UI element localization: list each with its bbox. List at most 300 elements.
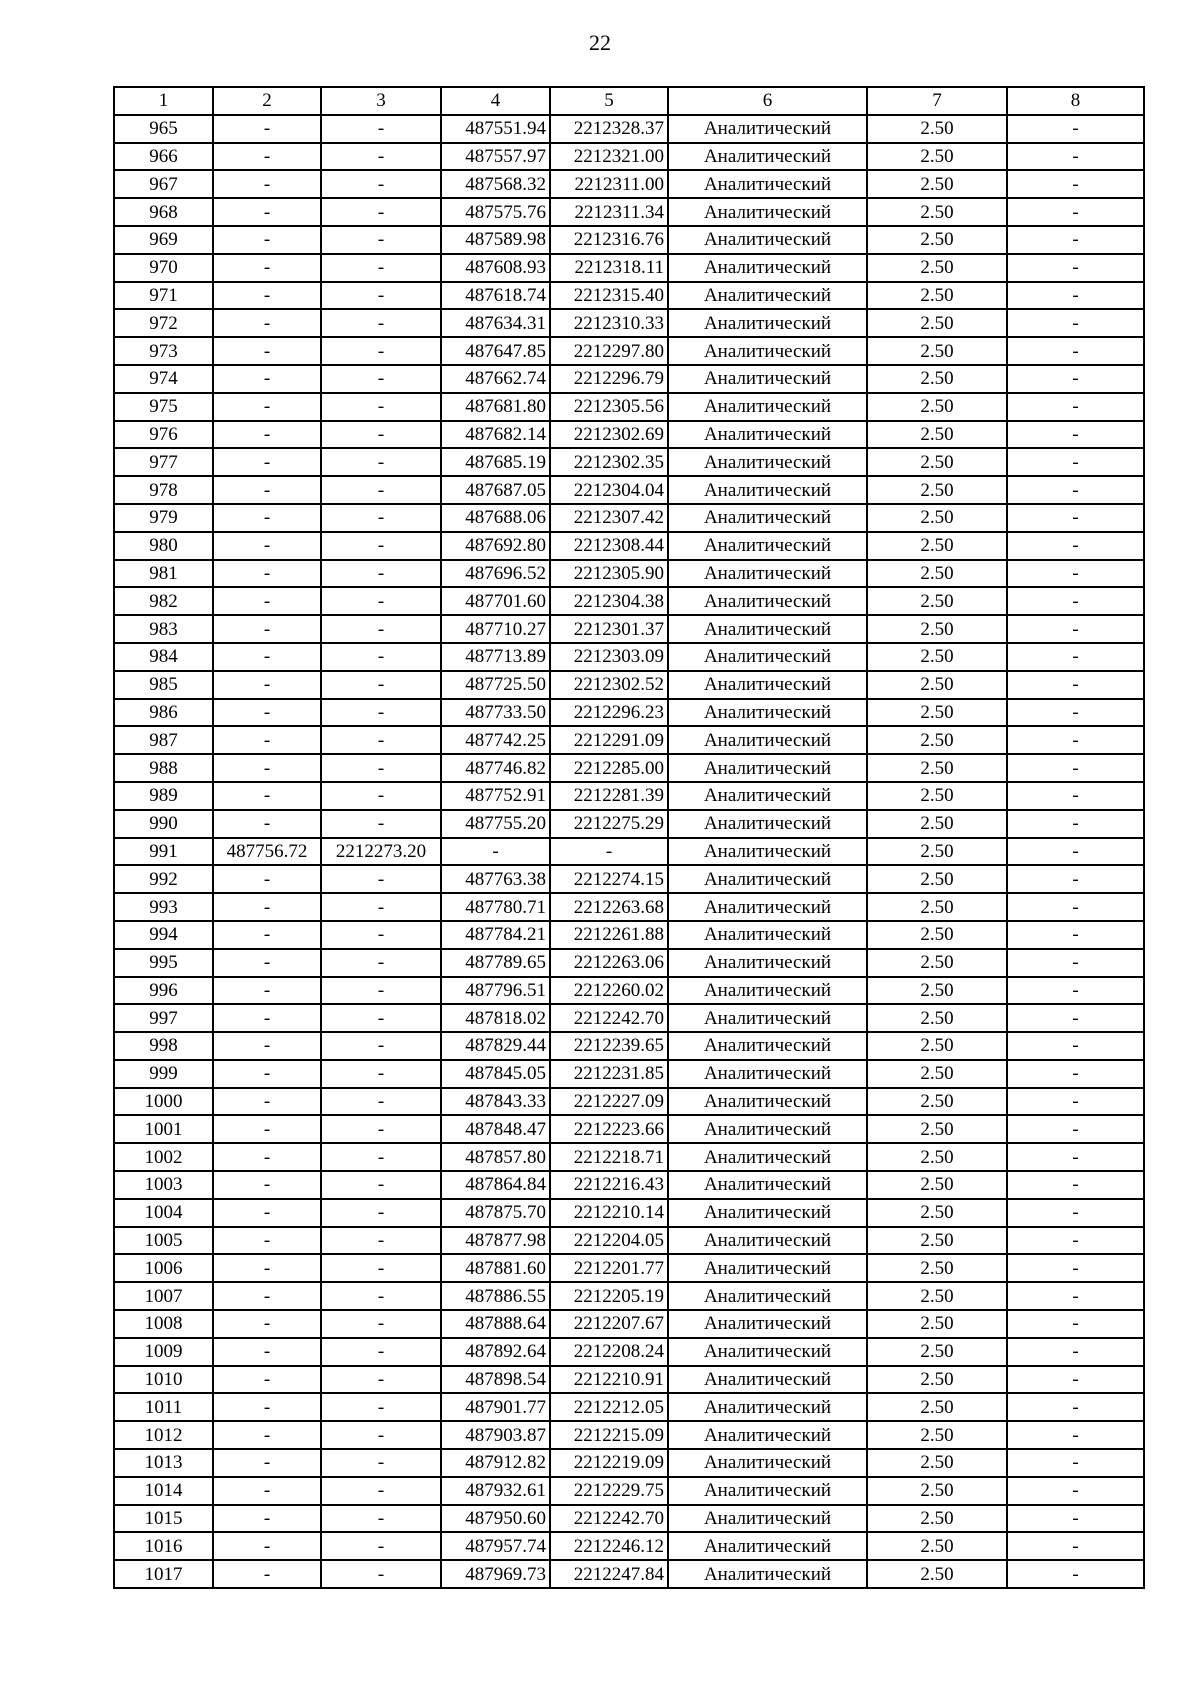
table-cell: 2212219.09 [550, 1449, 668, 1477]
table-cell: 2212302.69 [550, 421, 668, 449]
table-cell: 1007 [114, 1282, 213, 1310]
table-cell: 2.50 [867, 504, 1007, 532]
table-cell: - [321, 1115, 441, 1143]
table-cell: - [321, 365, 441, 393]
table-cell: 2212263.06 [550, 949, 668, 977]
table-cell: - [1007, 1421, 1144, 1449]
table-cell: 2.50 [867, 1004, 1007, 1032]
table-cell: 995 [114, 949, 213, 977]
table-cell: 2212207.67 [550, 1310, 668, 1338]
table-cell: - [213, 254, 321, 282]
table-row [114, 1254, 1144, 1282]
table-row [114, 476, 1144, 504]
table-cell: Аналитический [668, 115, 867, 143]
table-cell: - [1007, 532, 1144, 560]
column-header: 2 [213, 87, 321, 115]
page-number: 22 [589, 30, 611, 55]
table-cell: Аналитический [668, 476, 867, 504]
table-cell: - [1007, 1060, 1144, 1088]
table-cell: - [550, 838, 668, 866]
table-cell: 487618.74 [441, 282, 550, 310]
table-cell: - [213, 393, 321, 421]
table-cell: 1015 [114, 1505, 213, 1533]
table-cell: 2212304.38 [550, 587, 668, 615]
table-cell: - [213, 921, 321, 949]
table-cell: 2.50 [867, 254, 1007, 282]
table-cell: - [1007, 309, 1144, 337]
table-cell: 2212316.76 [550, 226, 668, 254]
table-cell: - [1007, 170, 1144, 198]
table-cell: - [213, 198, 321, 226]
table-cell: - [213, 1115, 321, 1143]
table-cell: 2.50 [867, 1199, 1007, 1227]
table-cell: 965 [114, 115, 213, 143]
table-cell: - [321, 1449, 441, 1477]
table-cell: 2.50 [867, 282, 1007, 310]
table-cell: 2212296.79 [550, 365, 668, 393]
table-cell: 2.50 [867, 977, 1007, 1005]
table-cell: - [213, 949, 321, 977]
table-cell: - [1007, 699, 1144, 727]
table-cell: Аналитический [668, 1477, 867, 1505]
table-cell: - [1007, 393, 1144, 421]
table-cell: - [1007, 337, 1144, 365]
table-cell: - [321, 1282, 441, 1310]
table-cell: - [1007, 1366, 1144, 1394]
table-cell: - [213, 1338, 321, 1366]
table-cell: - [321, 254, 441, 282]
table-cell: 2212301.37 [550, 615, 668, 643]
table-cell: 487742.25 [441, 726, 550, 754]
table-cell: 2.50 [867, 1505, 1007, 1533]
table-header-row [114, 87, 1144, 115]
table-cell: - [213, 1393, 321, 1421]
table-cell: 994 [114, 921, 213, 949]
table-cell: - [321, 1366, 441, 1394]
table-cell: 2.50 [867, 1421, 1007, 1449]
table-cell: 487755.20 [441, 810, 550, 838]
table-cell: 2.50 [867, 726, 1007, 754]
table-cell: - [321, 1505, 441, 1533]
table-cell: Аналитический [668, 1254, 867, 1282]
table-cell: 487746.82 [441, 754, 550, 782]
table-cell: 2212275.29 [550, 810, 668, 838]
table-cell: Аналитический [668, 699, 867, 727]
table-cell: - [1007, 726, 1144, 754]
table-cell: 987 [114, 726, 213, 754]
table-cell: 2212208.24 [550, 1338, 668, 1366]
table-row [114, 365, 1144, 393]
table-cell: 984 [114, 643, 213, 671]
table-row [114, 1366, 1144, 1394]
table-cell: 2212229.75 [550, 1477, 668, 1505]
table-cell: 487848.47 [441, 1115, 550, 1143]
table-cell: - [321, 754, 441, 782]
table-cell: Аналитический [668, 282, 867, 310]
table-cell: - [1007, 476, 1144, 504]
table-cell: 2.50 [867, 587, 1007, 615]
table-cell: 2.50 [867, 1171, 1007, 1199]
table-cell: 2.50 [867, 643, 1007, 671]
table-cell: Аналитический [668, 532, 867, 560]
table-cell: Аналитический [668, 1171, 867, 1199]
table-cell: 2.50 [867, 1032, 1007, 1060]
table-cell: - [321, 1532, 441, 1560]
table-row [114, 143, 1144, 171]
table-cell: 2.50 [867, 170, 1007, 198]
table-cell: 1008 [114, 1310, 213, 1338]
table-cell: - [213, 1449, 321, 1477]
table-cell: - [1007, 810, 1144, 838]
table-cell: 2212263.68 [550, 893, 668, 921]
table-cell: - [1007, 421, 1144, 449]
table-row [114, 838, 1144, 866]
table-cell: - [321, 532, 441, 560]
table-cell: 2212247.84 [550, 1560, 668, 1588]
table-cell: - [1007, 838, 1144, 866]
table-cell: - [1007, 254, 1144, 282]
table-cell: Аналитический [668, 1421, 867, 1449]
table-cell: Аналитический [668, 949, 867, 977]
table-cell: - [321, 1060, 441, 1088]
table-cell: 487950.60 [441, 1505, 550, 1533]
table-cell: 1009 [114, 1338, 213, 1366]
table-cell: 988 [114, 754, 213, 782]
table-cell: - [321, 1004, 441, 1032]
table-cell: Аналитический [668, 1393, 867, 1421]
table-cell: - [321, 949, 441, 977]
table-cell: 487829.44 [441, 1032, 550, 1060]
table-cell: Аналитический [668, 1449, 867, 1477]
table-cell: Аналитический [668, 254, 867, 282]
table-cell: 487696.52 [441, 560, 550, 588]
table-cell: - [213, 1143, 321, 1171]
table-cell: Аналитический [668, 1227, 867, 1255]
table-cell: 2212223.66 [550, 1115, 668, 1143]
table-cell: Аналитический [668, 1366, 867, 1394]
table-row [114, 782, 1144, 810]
table-cell: 487752.91 [441, 782, 550, 810]
table-cell: - [1007, 1254, 1144, 1282]
table-cell: Аналитический [668, 1115, 867, 1143]
table-cell: 487932.61 [441, 1477, 550, 1505]
column-header: 6 [668, 87, 867, 115]
table-cell: Аналитический [668, 198, 867, 226]
table-cell: 487843.33 [441, 1088, 550, 1116]
table-cell: - [213, 365, 321, 393]
table-cell: - [1007, 198, 1144, 226]
table-row [114, 254, 1144, 282]
table-cell: 2212328.37 [550, 115, 668, 143]
table-cell: - [321, 1254, 441, 1282]
table-cell: - [1007, 949, 1144, 977]
table-cell: - [1007, 1004, 1144, 1032]
table-cell: 966 [114, 143, 213, 171]
table-cell: - [1007, 754, 1144, 782]
table-cell: - [213, 421, 321, 449]
table-cell: 976 [114, 421, 213, 449]
table-row [114, 1338, 1144, 1366]
table-cell: - [1007, 1449, 1144, 1477]
table-row [114, 893, 1144, 921]
table-cell: 990 [114, 810, 213, 838]
table-cell: 487575.76 [441, 198, 550, 226]
table-cell: - [1007, 1199, 1144, 1227]
table-cell: - [321, 1227, 441, 1255]
table-cell: Аналитический [668, 1310, 867, 1338]
table-cell: - [321, 1171, 441, 1199]
table-cell: Аналитический [668, 170, 867, 198]
table-row [114, 337, 1144, 365]
table-cell: 487681.80 [441, 393, 550, 421]
table-cell: 2212260.02 [550, 977, 668, 1005]
table-cell: - [213, 1004, 321, 1032]
table-cell: - [213, 282, 321, 310]
table-cell: - [213, 754, 321, 782]
table-cell: 2212315.40 [550, 282, 668, 310]
table-cell: 2.50 [867, 115, 1007, 143]
table-row [114, 1310, 1144, 1338]
table-cell: 969 [114, 226, 213, 254]
table-cell: - [321, 1477, 441, 1505]
table-row [114, 1171, 1144, 1199]
table-row [114, 1060, 1144, 1088]
table-cell: - [1007, 226, 1144, 254]
table-cell: 1013 [114, 1449, 213, 1477]
table-row [114, 1199, 1144, 1227]
table-row [114, 699, 1144, 727]
coordinates-table [113, 86, 1145, 1589]
column-header: 1 [114, 87, 213, 115]
table-row [114, 1477, 1144, 1505]
table-cell: 487845.05 [441, 1060, 550, 1088]
table-cell: 2.50 [867, 1088, 1007, 1116]
table-cell: 487818.02 [441, 1004, 550, 1032]
table-cell: 2212311.34 [550, 198, 668, 226]
table-row [114, 615, 1144, 643]
table-cell: 2.50 [867, 893, 1007, 921]
table-cell: 2212273.20 [321, 838, 441, 866]
table-cell: - [1007, 1171, 1144, 1199]
table-row [114, 448, 1144, 476]
table-cell: 487886.55 [441, 1282, 550, 1310]
table-cell: 2.50 [867, 337, 1007, 365]
table-cell: 1014 [114, 1477, 213, 1505]
table-cell: - [213, 1032, 321, 1060]
table-cell: 2.50 [867, 949, 1007, 977]
table-cell: 2.50 [867, 1060, 1007, 1088]
table-cell: 978 [114, 476, 213, 504]
table-row [114, 532, 1144, 560]
table-cell: 989 [114, 782, 213, 810]
table-cell: 2.50 [867, 754, 1007, 782]
table-cell: Аналитический [668, 671, 867, 699]
table-cell: - [213, 1282, 321, 1310]
table-cell: Аналитический [668, 810, 867, 838]
table-cell: - [1007, 1088, 1144, 1116]
table-row [114, 977, 1144, 1005]
table-cell: - [1007, 1560, 1144, 1588]
table-cell: 985 [114, 671, 213, 699]
table-cell: - [1007, 1393, 1144, 1421]
table-cell: 2212242.70 [550, 1505, 668, 1533]
table-cell: 2212212.05 [550, 1393, 668, 1421]
table-cell: 2.50 [867, 699, 1007, 727]
table-cell: 1016 [114, 1532, 213, 1560]
table-cell: - [213, 1254, 321, 1282]
table-cell: 487796.51 [441, 977, 550, 1005]
table-cell: - [1007, 504, 1144, 532]
table-cell: 977 [114, 448, 213, 476]
table-cell: 2.50 [867, 365, 1007, 393]
table-cell: 487682.14 [441, 421, 550, 449]
table-cell: - [321, 977, 441, 1005]
table-cell: Аналитический [668, 1338, 867, 1366]
table-cell: - [213, 337, 321, 365]
table-row [114, 115, 1144, 143]
table-cell: - [321, 1088, 441, 1116]
table-cell: 2212302.35 [550, 448, 668, 476]
table-cell: - [321, 393, 441, 421]
table-cell: 975 [114, 393, 213, 421]
table-cell: 974 [114, 365, 213, 393]
table-row [114, 1421, 1144, 1449]
table-cell: 2212307.42 [550, 504, 668, 532]
table-cell: 972 [114, 309, 213, 337]
table-cell: 1017 [114, 1560, 213, 1588]
table-cell: 2212305.56 [550, 393, 668, 421]
table-cell: 970 [114, 254, 213, 282]
table-cell: 2.50 [867, 671, 1007, 699]
table-row [114, 393, 1144, 421]
table-cell: 996 [114, 977, 213, 1005]
table-cell: 2.50 [867, 1310, 1007, 1338]
table-cell: 487864.84 [441, 1171, 550, 1199]
table-row [114, 726, 1144, 754]
table-cell: 2212308.44 [550, 532, 668, 560]
table-cell: - [1007, 1282, 1144, 1310]
table-cell: - [321, 893, 441, 921]
table-cell: 487780.71 [441, 893, 550, 921]
table-cell: 2.50 [867, 476, 1007, 504]
table-cell: 971 [114, 282, 213, 310]
table-cell: 2212218.71 [550, 1143, 668, 1171]
table-cell: 2212303.09 [550, 643, 668, 671]
table-cell: 2212204.05 [550, 1227, 668, 1255]
table-cell: 487725.50 [441, 671, 550, 699]
table-cell: - [1007, 1338, 1144, 1366]
table-cell: - [1007, 977, 1144, 1005]
table-cell: - [321, 1032, 441, 1060]
table-cell: Аналитический [668, 643, 867, 671]
table-cell: 1002 [114, 1143, 213, 1171]
table-row [114, 1032, 1144, 1060]
table-cell: 992 [114, 865, 213, 893]
table-cell: Аналитический [668, 560, 867, 588]
table-cell: 979 [114, 504, 213, 532]
table-cell: Аналитический [668, 754, 867, 782]
table-cell: - [321, 1560, 441, 1588]
table-cell: - [1007, 115, 1144, 143]
table-cell: 2.50 [867, 143, 1007, 171]
table-cell: - [321, 782, 441, 810]
table-cell: - [321, 615, 441, 643]
table-cell: - [321, 1310, 441, 1338]
table-cell: 1003 [114, 1171, 213, 1199]
table-row [114, 282, 1144, 310]
table-cell: - [213, 699, 321, 727]
table-cell: 997 [114, 1004, 213, 1032]
table-cell: - [1007, 1227, 1144, 1255]
table-cell: Аналитический [668, 504, 867, 532]
table-cell: Аналитический [668, 337, 867, 365]
table-cell: - [1007, 1115, 1144, 1143]
table-cell: Аналитический [668, 726, 867, 754]
table-cell: - [321, 115, 441, 143]
table-cell: - [1007, 448, 1144, 476]
table-cell: - [321, 699, 441, 727]
table-cell: 487557.97 [441, 143, 550, 171]
table-cell: 2.50 [867, 1393, 1007, 1421]
table-cell: 2.50 [867, 560, 1007, 588]
table-cell: 2212210.91 [550, 1366, 668, 1394]
table-cell: 2212205.19 [550, 1282, 668, 1310]
table-row [114, 1449, 1144, 1477]
table-cell: - [1007, 1477, 1144, 1505]
table-cell: - [1007, 921, 1144, 949]
table-body [114, 115, 1144, 1588]
table-cell: 2.50 [867, 421, 1007, 449]
table-cell: - [213, 1421, 321, 1449]
table-row [114, 754, 1144, 782]
table-cell: Аналитический [668, 587, 867, 615]
table-cell: - [321, 226, 441, 254]
table-cell: - [213, 476, 321, 504]
table-cell: 487881.60 [441, 1254, 550, 1282]
table-cell: 2.50 [867, 309, 1007, 337]
table-cell: 2212285.00 [550, 754, 668, 782]
table-cell: 487634.31 [441, 309, 550, 337]
table-cell: - [321, 726, 441, 754]
table-cell: - [213, 560, 321, 588]
table-cell: - [321, 476, 441, 504]
table-row [114, 421, 1144, 449]
table-cell: 2212210.14 [550, 1199, 668, 1227]
table-cell: 487608.93 [441, 254, 550, 282]
table-cell: - [1007, 782, 1144, 810]
table-cell: - [321, 921, 441, 949]
table-cell: Аналитический [668, 838, 867, 866]
table-cell: 2212201.77 [550, 1254, 668, 1282]
table-cell: Аналитический [668, 782, 867, 810]
table-row [114, 671, 1144, 699]
table-cell: 2212281.39 [550, 782, 668, 810]
table-row [114, 1532, 1144, 1560]
table-cell: - [213, 1088, 321, 1116]
table-cell: 487957.74 [441, 1532, 550, 1560]
table-cell: - [321, 1143, 441, 1171]
table-cell: - [213, 893, 321, 921]
table-cell: 2212321.00 [550, 143, 668, 171]
table-cell: - [213, 1366, 321, 1394]
table-cell: - [1007, 365, 1144, 393]
table-cell: 2212291.09 [550, 726, 668, 754]
table-cell: Аналитический [668, 1282, 867, 1310]
table-cell: - [213, 1060, 321, 1088]
table-cell: - [321, 1421, 441, 1449]
table-row [114, 1004, 1144, 1032]
table-row [114, 865, 1144, 893]
